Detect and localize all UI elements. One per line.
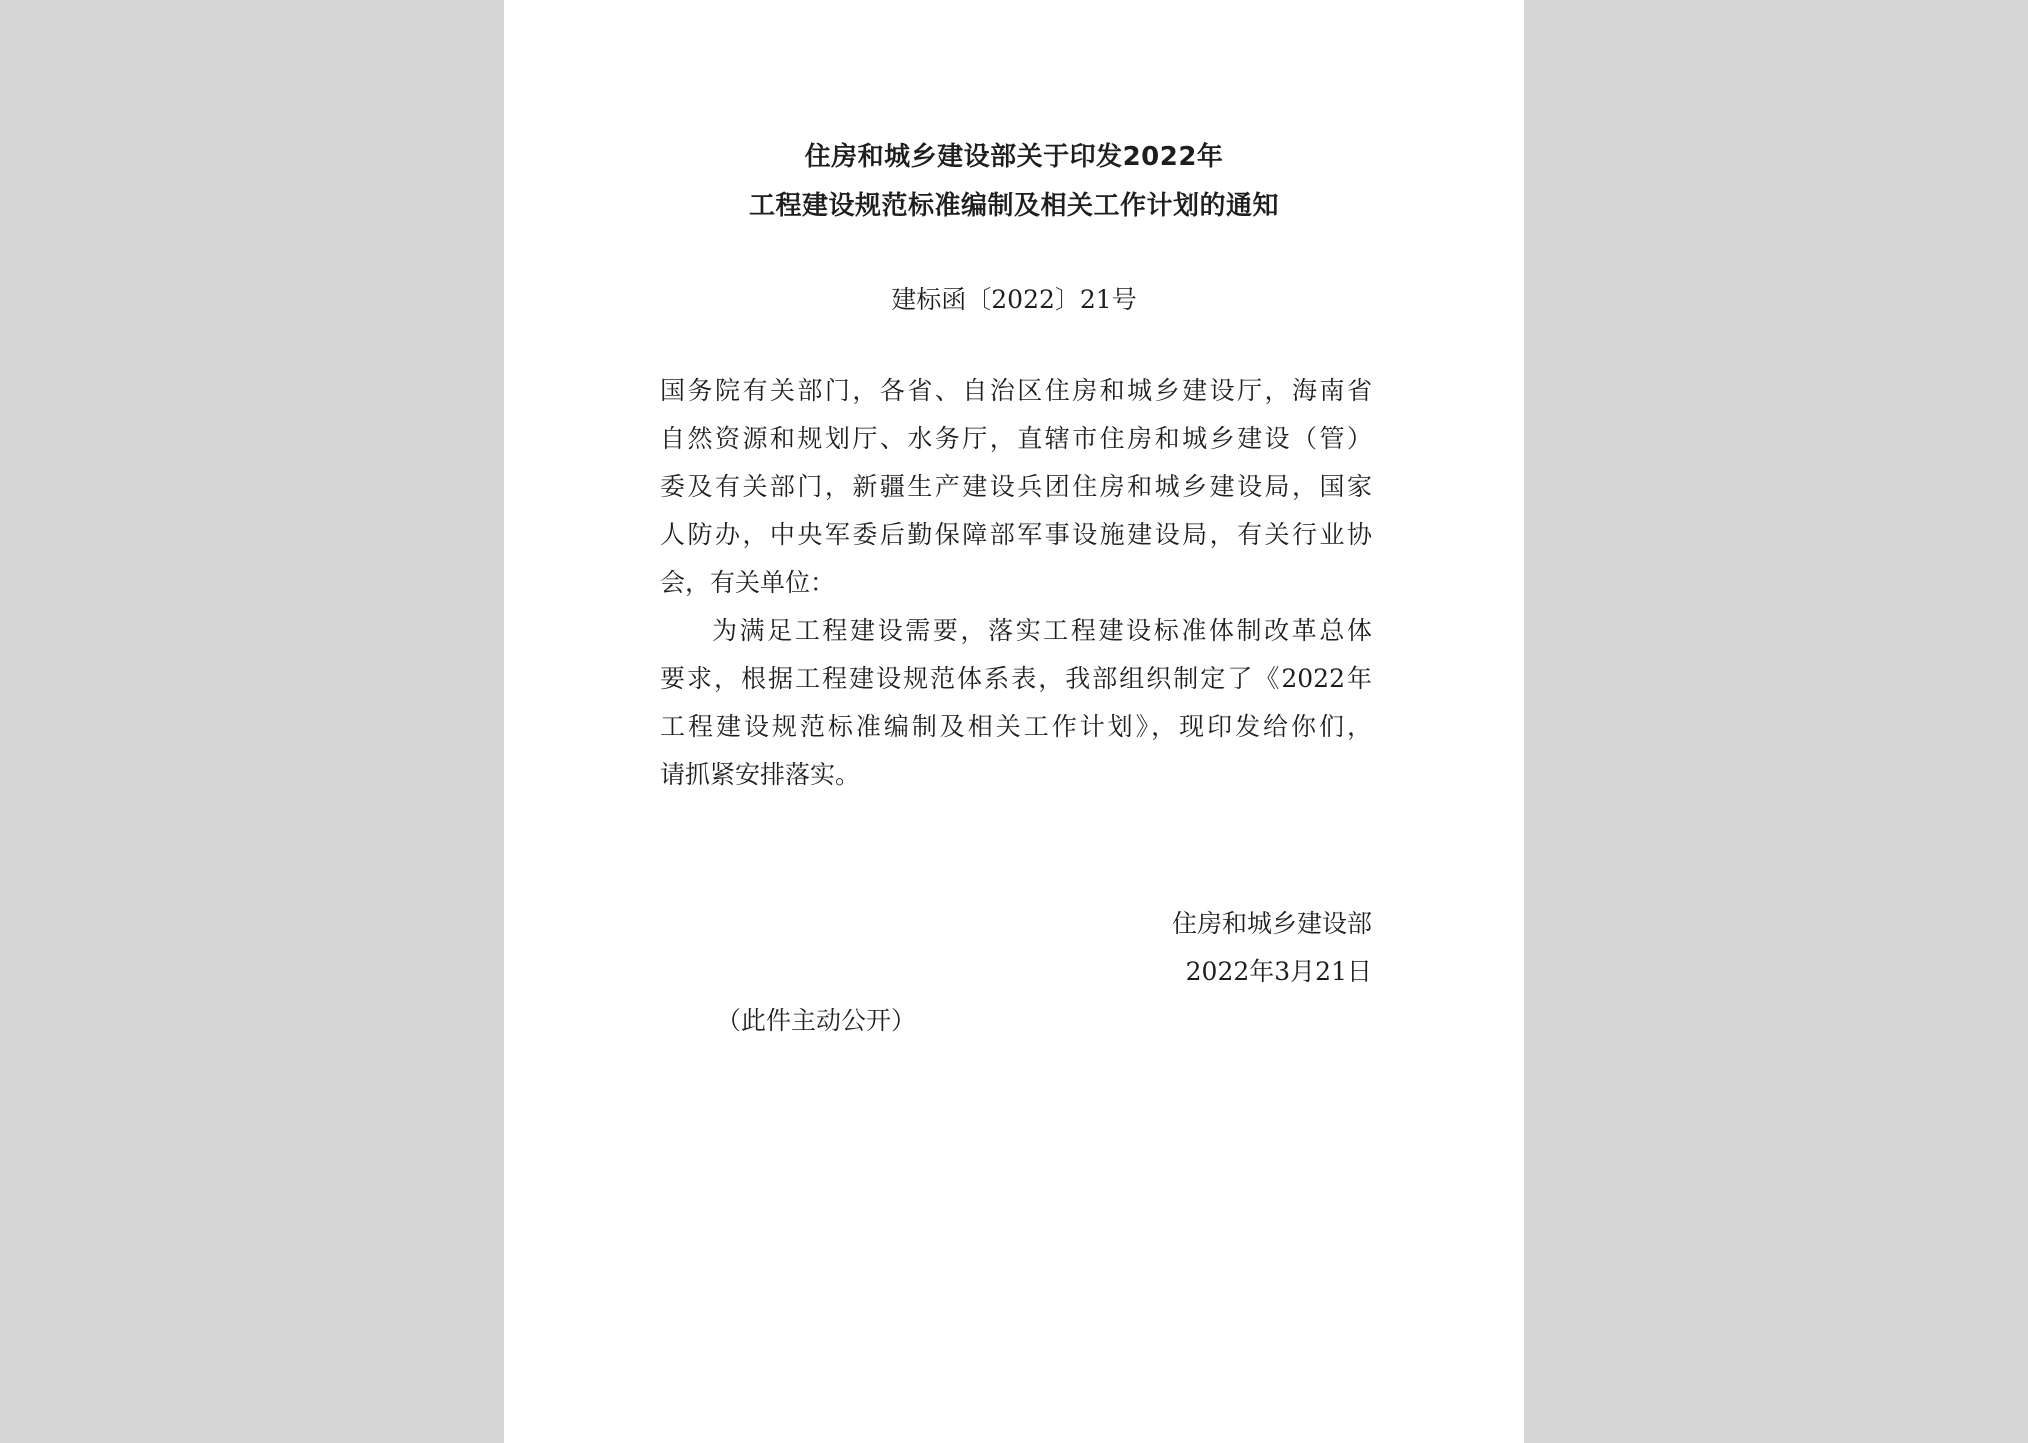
addressee-line: 人防办，中央军委后勤保障部军事设施建设局，有关行业协 [660,520,1372,549]
addressee-line: 委及有关部门，新疆生产建设兵团住房和城乡建设局，国家 [660,472,1372,501]
public-disclosure-note: （此件主动公开） [716,1006,917,1035]
signature-date: 2022年3月21日 [1185,957,1372,986]
document-page [504,0,1524,1443]
document-number: 建标函〔2022〕21号 [891,285,1137,314]
document-title-line-1: 住房和城乡建设部关于印发2022年 [804,142,1224,172]
signature-organization: 住房和城乡建设部 [1171,909,1372,938]
addressee-line: 会，有关单位： [660,568,836,597]
addressee-line: 国务院有关部门，各省、自治区住房和城乡建设厅，海南省 [660,376,1372,405]
body-paragraph-line: 工程建设规范标准编制及相关工作计划》，现印发给你们， [660,712,1372,741]
document-title-line-2: 工程建设规范标准编制及相关工作计划的通知 [748,191,1279,221]
body-paragraph-line: 为满足工程建设需要，落实工程建设标准体制改革总体 [712,616,1372,645]
body-paragraph-line: 要求，根据工程建设规范体系表，我部组织制定了《2022年 [660,664,1372,693]
addressee-line: 自然资源和规划厅、水务厅，直辖市住房和城乡建设（管） [660,424,1372,453]
body-paragraph-line: 请抓紧安排落实。 [660,760,861,789]
